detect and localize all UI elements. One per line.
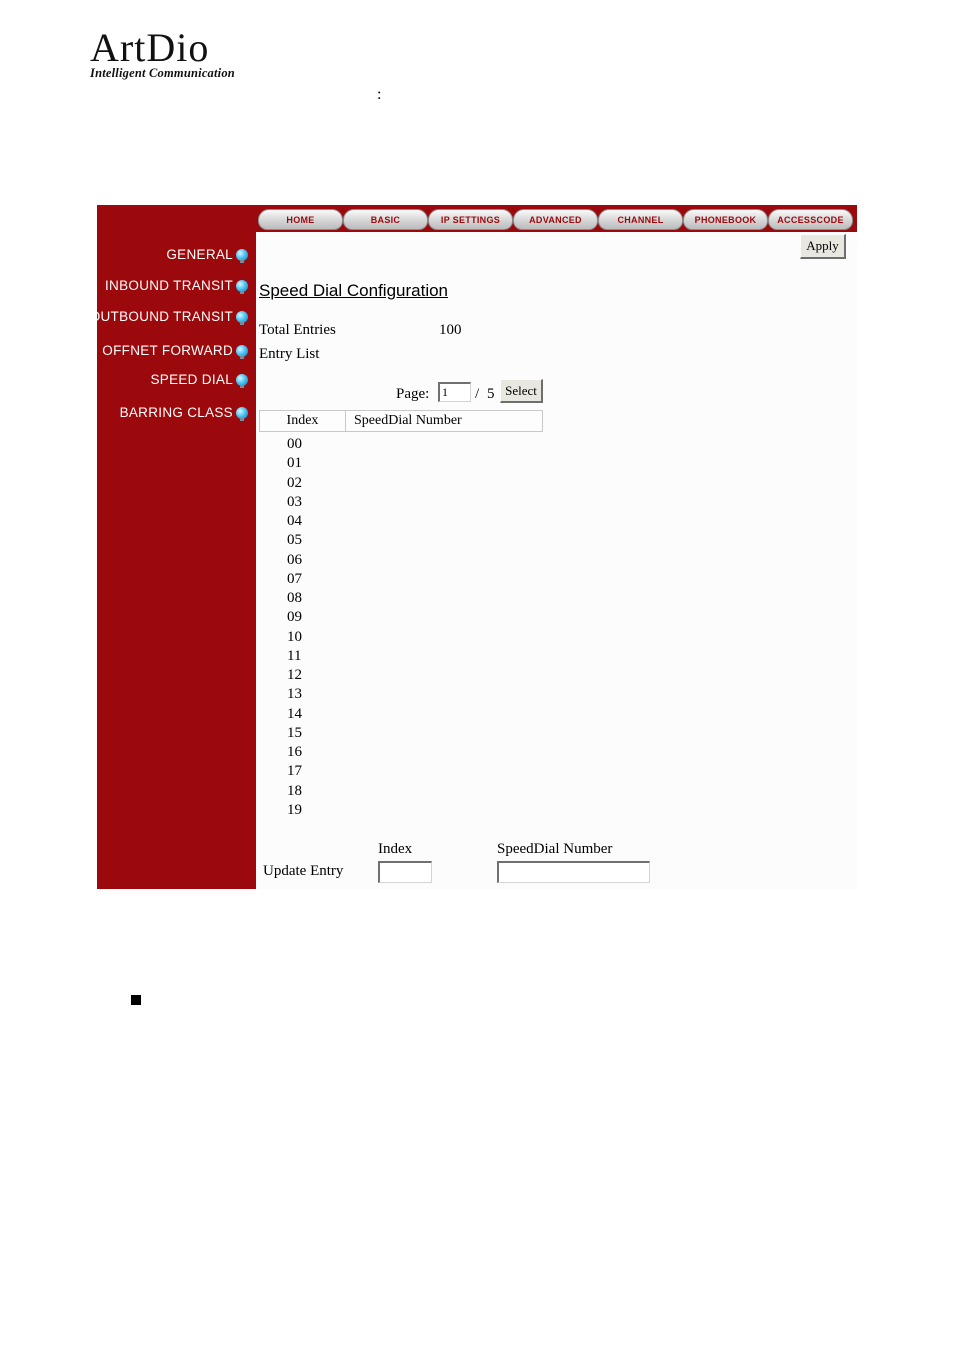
table-row: 01 [287, 455, 302, 472]
table-row: 14 [287, 705, 302, 722]
table-row: 08 [287, 590, 302, 606]
bulb-icon [236, 345, 248, 357]
sidebar-item-speed-dial[interactable] [150, 372, 248, 387]
update-index-input[interactable] [378, 861, 432, 883]
sidebar-item-label: INBOUND TRANSIT [104, 278, 233, 293]
sidebar-item-inbound-transit[interactable] [105, 278, 248, 293]
table-row: 15 [287, 724, 302, 741]
speed-dial-table-header [259, 410, 543, 432]
document-colon: : [377, 86, 382, 103]
table-row: 12 [287, 667, 302, 683]
apply-button[interactable]: Apply [800, 234, 846, 259]
bulb-icon [236, 280, 248, 292]
table-row: 09 [287, 609, 302, 626]
table-row: 16 [287, 744, 302, 760]
speed-dial-index-list [287, 435, 317, 820]
bulb-icon [236, 249, 248, 261]
update-index-label: Index [378, 841, 413, 857]
table-row: 10 [287, 628, 302, 645]
page-total: 5 [487, 386, 495, 402]
table-row: 04 [287, 513, 302, 529]
sidebar-item-label: OUTBOUND TRANSIT [89, 309, 233, 324]
table-row: 18 [287, 782, 302, 799]
logo-tagline: Intelligent Communication [90, 66, 235, 80]
bulb-icon [236, 374, 248, 386]
table-row: 00 [287, 436, 302, 452]
sidebar-item-label: SPEED DIAL [150, 372, 233, 387]
sidebar-item-general[interactable] [166, 247, 248, 262]
ui-screenshot-frame [89, 205, 857, 889]
tab-home[interactable]: HOME [258, 209, 343, 230]
tab-channel[interactable]: CHANNEL [598, 209, 683, 230]
tab-advanced[interactable]: ADVANCED [513, 209, 598, 230]
sidebar-item-barring-class[interactable] [120, 405, 248, 420]
table-row: 06 [287, 551, 302, 568]
entry-list-label: Entry List [259, 346, 320, 362]
column-header-speeddial-number: SpeedDial Number [354, 413, 462, 428]
tab-accesscode[interactable]: ACCESSCODE [768, 209, 853, 230]
logo-wordmark: ArtDio [90, 25, 210, 70]
table-row: 11 [287, 647, 302, 664]
update-number-label: SpeedDial Number [497, 841, 613, 857]
tab-ip-settings[interactable]: IP SETTINGS [428, 209, 513, 230]
update-number-input[interactable] [497, 861, 650, 883]
tab-basic[interactable]: BASIC [343, 209, 428, 230]
table-row: 05 [287, 532, 302, 549]
top-tabs [258, 209, 853, 232]
artdio-logo [90, 25, 250, 84]
bulb-icon [236, 407, 248, 419]
sidebar-item-offnet-forward[interactable] [102, 343, 248, 358]
bulb-icon [236, 311, 248, 323]
sidebar-item-label: OFFNET FORWARD [102, 343, 233, 358]
table-row: 17 [287, 763, 302, 780]
sidebar [89, 205, 256, 889]
total-entries-value: 100 [439, 322, 462, 338]
page-number-input[interactable] [438, 382, 471, 402]
table-row: 03 [287, 493, 302, 510]
select-button[interactable]: Select [500, 379, 543, 403]
table-row: 19 [287, 801, 302, 818]
page-separator: / [475, 386, 480, 402]
update-entry-label: Update Entry [263, 863, 344, 879]
bullet-square-icon [131, 995, 141, 1005]
sidebar-item-outbound-transit[interactable] [90, 309, 248, 324]
table-row: 07 [287, 570, 302, 587]
page-label: Page: [396, 386, 430, 402]
total-entries-label: Total Entries [259, 322, 336, 338]
sidebar-item-label: GENERAL [166, 247, 233, 262]
tab-phonebook[interactable]: PHONEBOOK [683, 209, 768, 230]
column-header-index: Index [260, 411, 346, 431]
table-row: 13 [287, 686, 302, 703]
table-row: 02 [287, 474, 302, 491]
sidebar-item-label: BARRING CLASS [119, 405, 233, 420]
page-title: Speed Dial Configuration [259, 281, 449, 300]
